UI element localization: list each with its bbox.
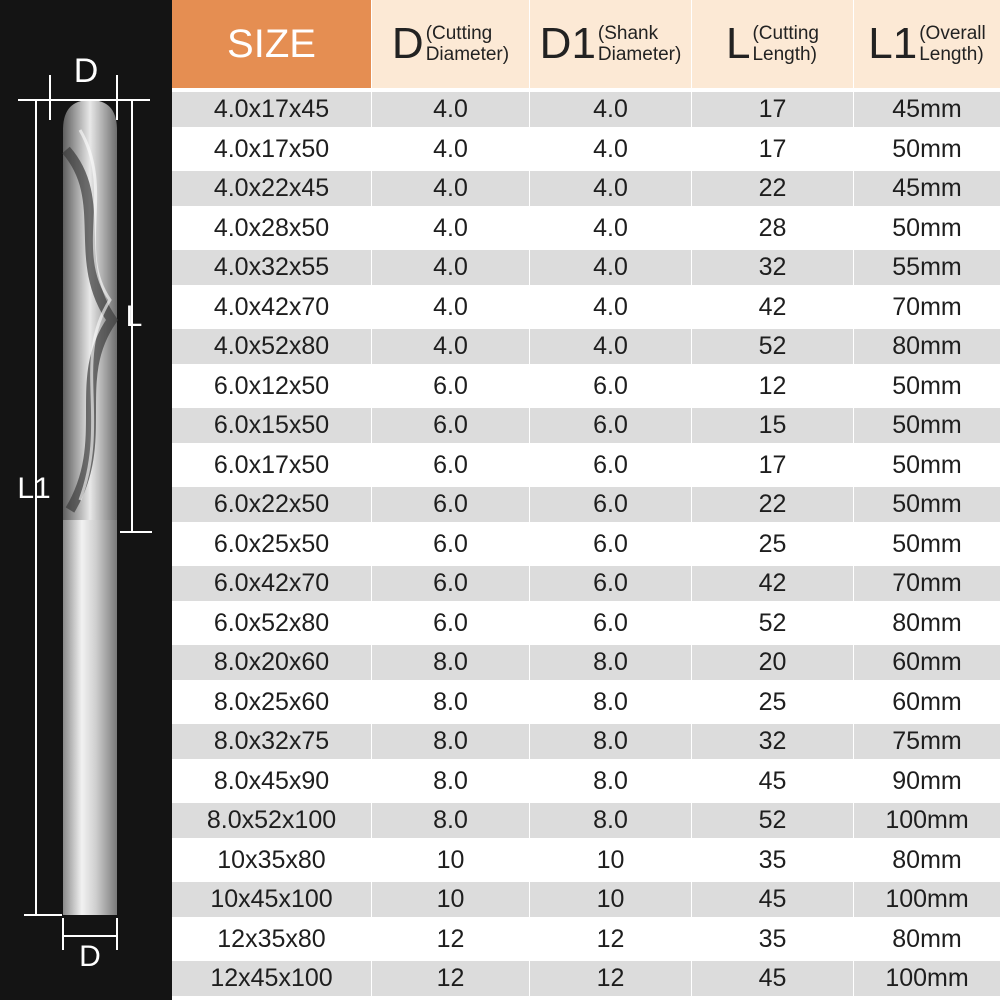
size-cell: 8.0x20x60: [172, 645, 371, 680]
size-cell: 6.0x25x50: [172, 527, 371, 562]
size-cell: 10x45x100: [172, 882, 371, 917]
shank-diameter-cell: 4.0: [530, 211, 691, 246]
cutting-diameter-cell: 8.0: [372, 803, 529, 838]
cutting-diameter-cell: 4.0: [372, 132, 529, 167]
shank-diameter-cell: 12: [530, 922, 691, 957]
cutting-diameter-cell: 12: [372, 922, 529, 957]
column-symbol: L: [725, 19, 751, 68]
cutting-length-cell: 42: [692, 290, 853, 325]
overall-length-cell: 45mm: [854, 92, 1000, 127]
cutting-length-cell: 45: [692, 961, 853, 996]
shank-diameter-cell: 10: [530, 843, 691, 878]
end-mill-diagram: [0, 0, 172, 1000]
cutting-diameter-cell: 4.0: [372, 92, 529, 127]
overall-length-cell: 50mm: [854, 448, 1000, 483]
label-bottom-diameter: D: [79, 940, 101, 973]
shank-diameter-cell: 6.0: [530, 369, 691, 404]
shank-diameter-cell: 6.0: [530, 448, 691, 483]
overall-length-cell: 90mm: [854, 764, 1000, 799]
shank-diameter-cell: 6.0: [530, 606, 691, 641]
label-cutting-length: L: [125, 300, 143, 333]
column-description: [752, 23, 819, 65]
size-cell: 4.0x22x45: [172, 171, 371, 206]
column-description-line1: (Overall: [919, 23, 986, 44]
shank-diameter-cell: 6.0: [530, 487, 691, 522]
cutting-diameter-cell: 6.0: [372, 566, 529, 601]
overall-length-cell: 80mm: [854, 922, 1000, 957]
column-description-line1: (Shank: [597, 23, 659, 44]
cutting-diameter-cell: 8.0: [372, 764, 529, 799]
overall-length-cell: 100mm: [854, 961, 1000, 996]
cutting-diameter-cell: 8.0: [372, 645, 529, 680]
column-description-line2: Diameter): [597, 44, 682, 65]
overall-length-cell: 80mm: [854, 606, 1000, 641]
cutting-length-cell: 32: [692, 724, 853, 759]
cutting-length-cell: 52: [692, 606, 853, 641]
cutting-diameter-cell: 4.0: [372, 250, 529, 285]
cutting-length-cell: 25: [692, 685, 853, 720]
size-cell: 8.0x25x60: [172, 685, 371, 720]
cutting-length-cell: 52: [692, 803, 853, 838]
cutting-diameter-cell: 4.0: [372, 329, 529, 364]
size-cell: 4.0x17x50: [172, 132, 371, 167]
size-cell: 12x35x80: [172, 922, 371, 957]
column-description-line2: Length): [919, 44, 984, 65]
overall-length-cell: 50mm: [854, 132, 1000, 167]
size-cell: 4.0x28x50: [172, 211, 371, 246]
size-cell: 4.0x52x80: [172, 329, 371, 364]
cutting-length-cell: 35: [692, 922, 853, 957]
cutting-length-cell: 35: [692, 843, 853, 878]
spec-table: [172, 0, 1000, 1000]
overall-length-cell: 80mm: [854, 843, 1000, 878]
shank-diameter-cell: 4.0: [530, 329, 691, 364]
cutting-diameter-cell: 12: [372, 961, 529, 996]
shank-diameter-cell: 8.0: [530, 724, 691, 759]
cutting-length-cell: 12: [692, 369, 853, 404]
column-symbol: D1: [539, 19, 596, 68]
cutting-length-cell: 17: [692, 92, 853, 127]
cutting-length-cell: 22: [692, 487, 853, 522]
column-description: [919, 23, 986, 65]
overall-length-cell: 50mm: [854, 527, 1000, 562]
shank-diameter-cell: 12: [530, 961, 691, 996]
size-header: SIZE: [172, 0, 371, 88]
cutting-diameter-cell: 10: [372, 843, 529, 878]
shank-diameter-cell: 4.0: [530, 132, 691, 167]
size-cell: 6.0x52x80: [172, 606, 371, 641]
cutting-length-cell: 52: [692, 329, 853, 364]
shank-diameter-cell: 6.0: [530, 566, 691, 601]
column-description-line2: Diameter): [425, 44, 510, 65]
cutting-length-cell: 42: [692, 566, 853, 601]
cutting-length-cell: 20: [692, 645, 853, 680]
shank-diameter-cell: 8.0: [530, 764, 691, 799]
cutting-length-cell: 28: [692, 211, 853, 246]
cutting-diameter-cell: 10: [372, 882, 529, 917]
cutting-length-cell: 17: [692, 132, 853, 167]
column-header-3: [692, 0, 853, 88]
size-cell: 8.0x32x75: [172, 724, 371, 759]
overall-length-cell: 50mm: [854, 369, 1000, 404]
size-cell: 4.0x17x45: [172, 92, 371, 127]
column-description-line1: (Cutting: [752, 23, 819, 44]
cutting-diameter-cell: 4.0: [372, 211, 529, 246]
size-cell: 6.0x17x50: [172, 448, 371, 483]
cutting-length-cell: 22: [692, 171, 853, 206]
overall-length-cell: 50mm: [854, 408, 1000, 443]
size-cell: 4.0x42x70: [172, 290, 371, 325]
column-symbol: L1: [868, 19, 918, 68]
tool-shank: [63, 520, 117, 915]
cutting-length-cell: 15: [692, 408, 853, 443]
cutting-diameter-cell: 6.0: [372, 369, 529, 404]
column-header-4: [854, 0, 1000, 88]
shank-diameter-cell: 4.0: [530, 290, 691, 325]
column-header-1: [372, 0, 529, 88]
label-top-diameter: D: [73, 52, 99, 90]
overall-length-cell: 100mm: [854, 803, 1000, 838]
overall-length-cell: 50mm: [854, 487, 1000, 522]
overall-length-cell: 60mm: [854, 685, 1000, 720]
size-cell: 6.0x12x50: [172, 369, 371, 404]
column-description: [598, 23, 681, 65]
cutting-length-cell: 45: [692, 882, 853, 917]
shank-diameter-cell: 6.0: [530, 408, 691, 443]
cutting-length-cell: 25: [692, 527, 853, 562]
cutting-diameter-cell: 8.0: [372, 685, 529, 720]
size-cell: 6.0x22x50: [172, 487, 371, 522]
shank-diameter-cell: 4.0: [530, 250, 691, 285]
size-cell: 8.0x52x100: [172, 803, 371, 838]
overall-length-cell: 70mm: [854, 290, 1000, 325]
tool-diagram-panel: [0, 0, 172, 1000]
overall-length-cell: 75mm: [854, 724, 1000, 759]
cutting-diameter-cell: 8.0: [372, 724, 529, 759]
size-cell: 10x35x80: [172, 843, 371, 878]
cutting-length-cell: 45: [692, 764, 853, 799]
cutting-diameter-cell: 6.0: [372, 448, 529, 483]
size-cell: 6.0x42x70: [172, 566, 371, 601]
overall-length-cell: 55mm: [854, 250, 1000, 285]
cutting-length-cell: 17: [692, 448, 853, 483]
cutting-diameter-cell: 6.0: [372, 606, 529, 641]
shank-diameter-cell: 8.0: [530, 803, 691, 838]
overall-length-cell: 70mm: [854, 566, 1000, 601]
overall-length-cell: 80mm: [854, 329, 1000, 364]
overall-length-cell: 100mm: [854, 882, 1000, 917]
size-cell: 12x45x100: [172, 961, 371, 996]
shank-diameter-cell: 8.0: [530, 645, 691, 680]
shank-diameter-cell: 6.0: [530, 527, 691, 562]
cutting-diameter-cell: 6.0: [372, 487, 529, 522]
column-description: [426, 23, 509, 65]
overall-length-cell: 50mm: [854, 211, 1000, 246]
cutting-diameter-cell: 6.0: [372, 527, 529, 562]
column-description-line2: Length): [752, 44, 817, 65]
overall-length-cell: 45mm: [854, 171, 1000, 206]
column-symbol: D: [391, 19, 424, 68]
size-cell: 4.0x32x55: [172, 250, 371, 285]
size-cell: 6.0x15x50: [172, 408, 371, 443]
shank-diameter-cell: 10: [530, 882, 691, 917]
cutting-diameter-cell: 4.0: [372, 171, 529, 206]
overall-length-cell: 60mm: [854, 645, 1000, 680]
cutting-length-cell: 32: [692, 250, 853, 285]
shank-diameter-cell: 4.0: [530, 92, 691, 127]
cutting-diameter-cell: 6.0: [372, 408, 529, 443]
shank-diameter-cell: 4.0: [530, 171, 691, 206]
cutting-diameter-cell: 4.0: [372, 290, 529, 325]
label-overall-length: L1: [17, 472, 51, 505]
shank-diameter-cell: 8.0: [530, 685, 691, 720]
column-header-2: [530, 0, 691, 88]
size-cell: 8.0x45x90: [172, 764, 371, 799]
column-description-line1: (Cutting: [425, 23, 493, 44]
